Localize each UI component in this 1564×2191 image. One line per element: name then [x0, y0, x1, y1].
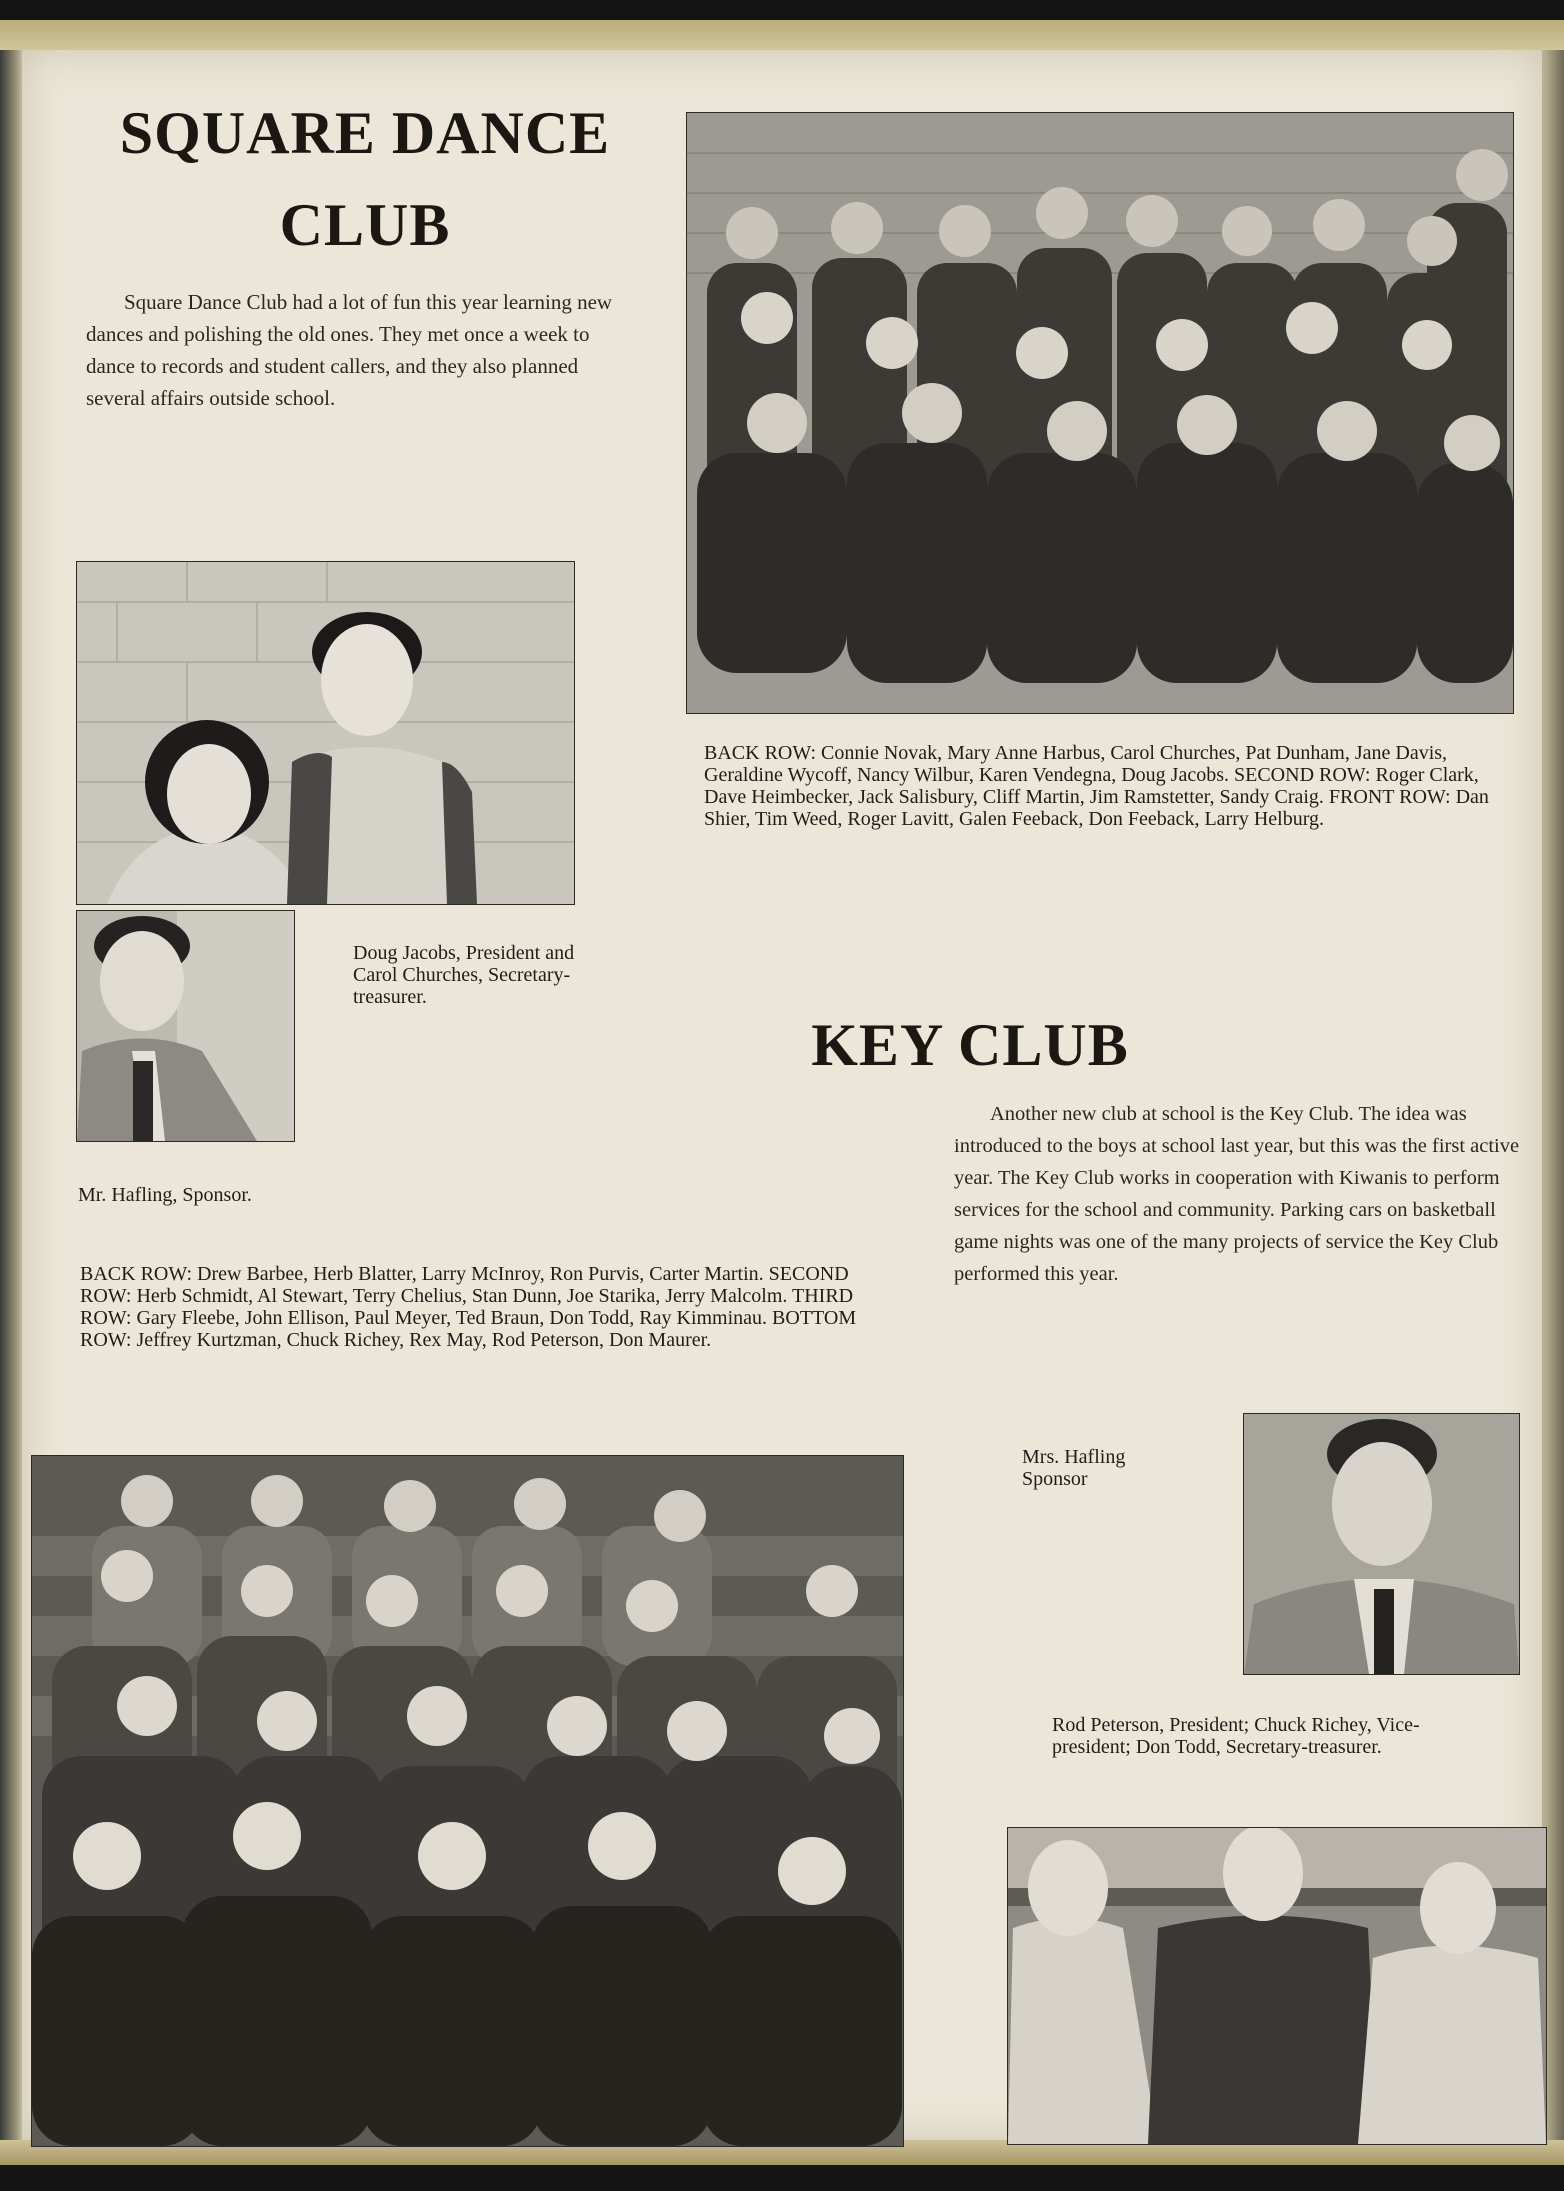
key-club-title: KEY CLUB	[811, 1012, 1129, 1078]
key-club-paragraph: Another new club at school is the Key Club. The idea was introduced to the boys at school last year, but this was the first active year. The Key Club works in cooperation with Kiwanis to perform services for the school and community. Parking cars on basketball game nights was one of the many projects of service the Key Club performed this year.	[954, 1103, 1520, 1285]
key-club-group-caption: BACK ROW: Drew Barbee, Herb Blatter, Larry McInroy, Ron Purvis, Carter Martin. SECOND ROW: Herb Schmidt, Al Stewart, Terry Chelius, Stan Dunn, Joe Starika, Jerry Malcolm. THIRD ROW: Gary Fleebe, John Ellison, Paul Meyer, Ted Braun, Don Todd, Ray Kimminau. BOTTOM ROW: Jeffrey Kurtzman, Chuck Richey, Rex May, Rod Peterson, Don Maurer.	[80, 1263, 857, 1351]
page-edge-left	[0, 50, 24, 2140]
square-dance-officers-photo	[76, 561, 575, 905]
key-club-sponsor-caption: Mrs. Hafling Sponsor	[1022, 1446, 1126, 1490]
square-dance-officers-caption: Doug Jacobs, President and Carol Churches, Secretary-treasurer.	[353, 942, 575, 1008]
square-dance-group-photo	[686, 112, 1514, 714]
key-club-sponsor-photo	[1243, 1413, 1520, 1675]
square-dance-title-line2: CLUB	[279, 192, 451, 258]
key-club-officers-caption: Rod Peterson, President; Chuck Richey, Vice-president; Don Todd, Secretary-treasurer.	[1052, 1714, 1420, 1758]
square-dance-sponsor-caption: Mr. Hafling, Sponsor.	[78, 1184, 252, 1206]
square-dance-title-line1: SQUARE DANCE	[119, 100, 611, 166]
key-club-group-photo	[31, 1455, 904, 2147]
square-dance-paragraph: Square Dance Club had a lot of fun this year learning new dances and polishing the old ones. They met once a week to dance to records and student callers, and they also planned several affairs outside school.	[86, 290, 613, 410]
square-dance-group-caption: BACK ROW: Connie Novak, Mary Anne Harbus, Carol Churches, Pat Dunham, Jane Davis, Geraldine Wycoff, Nancy Wilbur, Karen Vendegna, Doug Jacobs. SECOND ROW: Roger Clark, Dave Heimbecker, Jack Salisbury, Cliff Martin, Jim Ramstetter, Sandy Craig. FRONT ROW: Dan Shier, Tim Weed, Roger Lavitt, Galen Feeback, Don Feeback, Larry Helburg.	[704, 742, 1489, 830]
page-edge-top	[0, 20, 1564, 52]
key-club-officers-photo	[1007, 1827, 1547, 2145]
square-dance-sponsor-photo	[76, 910, 295, 1142]
